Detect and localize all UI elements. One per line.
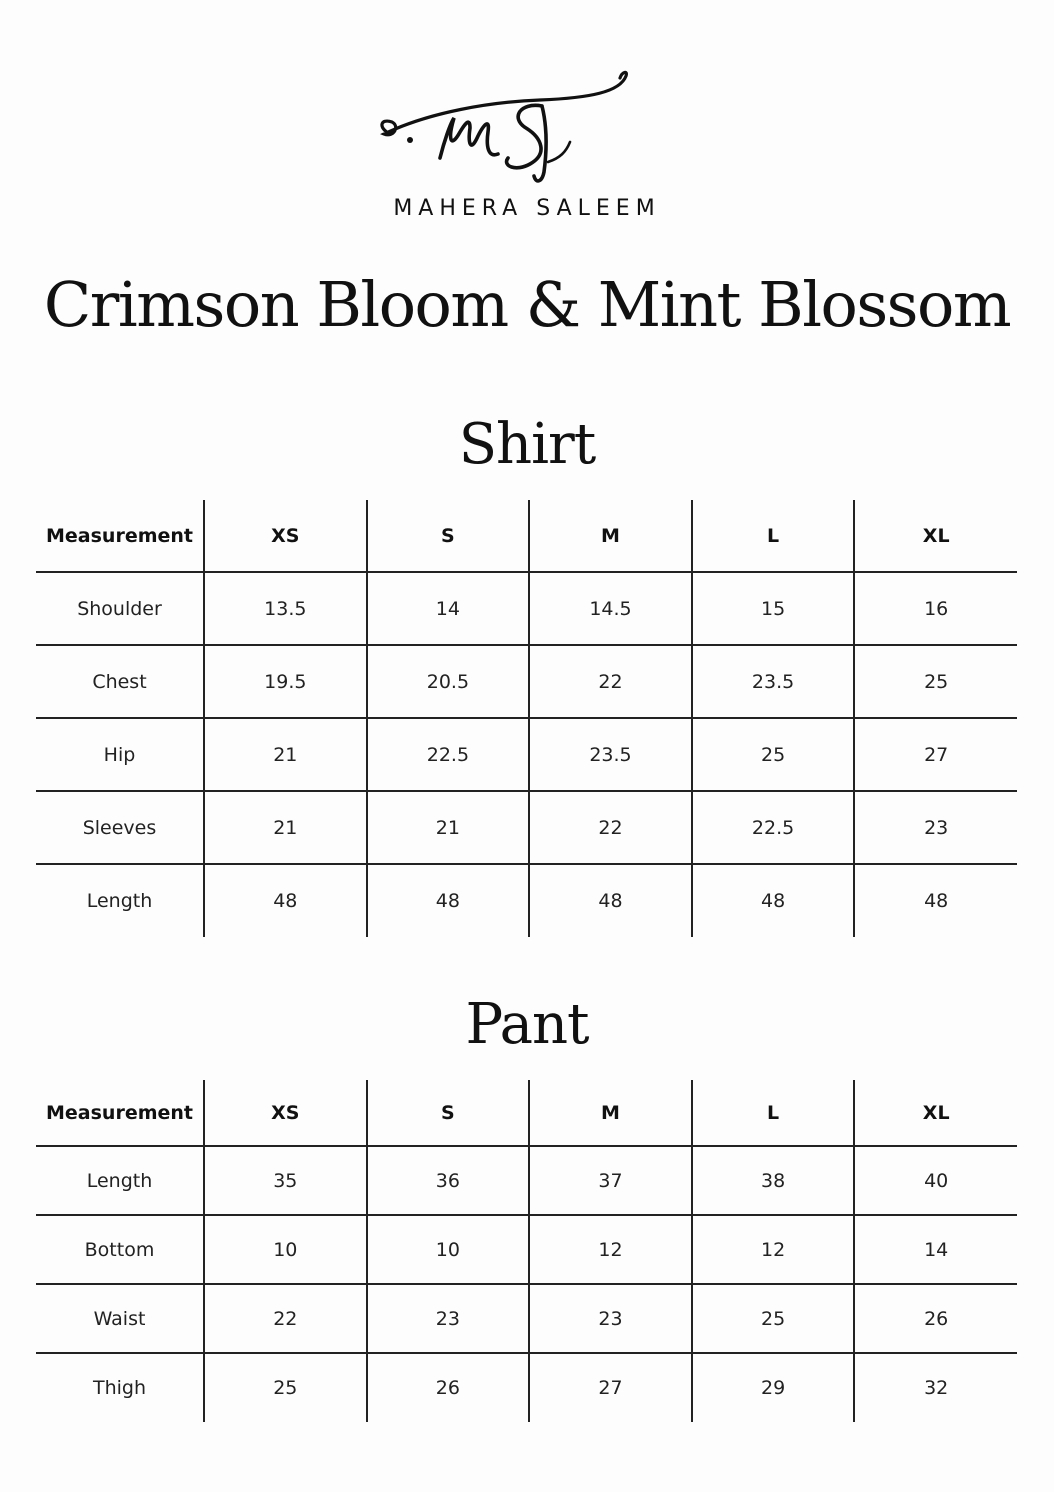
- table-cell: 21: [204, 718, 367, 791]
- table-cell: 21: [204, 791, 367, 864]
- row-label: Length: [86, 1169, 153, 1192]
- table-cell: 29: [692, 1353, 855, 1422]
- table-cell: 14.5: [529, 572, 692, 645]
- table-row: [36, 791, 1017, 864]
- table-header-row: [36, 500, 1017, 572]
- table-cell: 32: [854, 1353, 1017, 1422]
- row-label: Hip: [103, 743, 136, 766]
- table-cell: 25: [204, 1353, 367, 1422]
- table-cell: 22: [529, 791, 692, 864]
- table-cell: 14: [367, 572, 530, 645]
- table-row: [36, 1146, 1017, 1215]
- table-cell: 48: [367, 864, 530, 937]
- shirt-section-title: Shirt: [458, 412, 596, 477]
- table-row: [36, 572, 1017, 645]
- table-cell: 23: [367, 1284, 530, 1353]
- row-label: Waist: [93, 1307, 146, 1330]
- row-label: Sleeves: [82, 816, 157, 839]
- table-cell: 12: [529, 1215, 692, 1284]
- table-cell: 48: [204, 864, 367, 937]
- header-cell: XL: [854, 1080, 1017, 1146]
- brand-name: MAHERA SALEEM: [393, 196, 661, 221]
- table-cell: 22: [204, 1284, 367, 1353]
- header-cell: XS: [204, 1080, 367, 1146]
- table-cell: 38: [692, 1146, 855, 1215]
- table-cell: 23.5: [692, 645, 855, 718]
- pant-section-title: Pant: [465, 992, 589, 1057]
- shirt-size-table: [36, 500, 1017, 937]
- table-cell: 22.5: [692, 791, 855, 864]
- table-cell: 19.5: [204, 645, 367, 718]
- row-label: Thigh: [92, 1377, 147, 1399]
- table-row: [36, 1215, 1017, 1284]
- header-cell: M: [529, 500, 692, 572]
- table-cell: 22: [529, 645, 692, 718]
- table-cell: 27: [854, 718, 1017, 791]
- table-cell: 25: [692, 1284, 855, 1353]
- header-cell: XS: [204, 500, 367, 572]
- header-cell: L: [692, 1080, 855, 1146]
- table-cell: 14: [854, 1215, 1017, 1284]
- header-cell: M: [529, 1080, 692, 1146]
- pant-size-table: [36, 1080, 1017, 1422]
- row-label: Bottom: [84, 1238, 155, 1261]
- page-title: Crimson Bloom & Mint Blossom: [43, 268, 1011, 341]
- table-header-row: [36, 1080, 1017, 1146]
- row-label: Chest: [92, 670, 147, 693]
- table-row: [36, 718, 1017, 791]
- table-cell: 40: [854, 1146, 1017, 1215]
- table-cell: 37: [529, 1146, 692, 1215]
- table-cell: 27: [529, 1353, 692, 1422]
- table-cell: 23.5: [529, 718, 692, 791]
- table-cell: 20.5: [367, 645, 530, 718]
- table-cell: 23: [529, 1284, 692, 1353]
- table-cell: 21: [367, 791, 530, 864]
- table-cell: 12: [692, 1215, 855, 1284]
- header-cell: S: [367, 1080, 530, 1146]
- table-cell: 16: [854, 572, 1017, 645]
- table-cell: 10: [204, 1215, 367, 1284]
- table-cell: 48: [692, 864, 855, 937]
- brand-logo: [370, 62, 680, 192]
- table-cell: 25: [854, 645, 1017, 718]
- table-row: [36, 645, 1017, 718]
- header-cell: S: [367, 500, 530, 572]
- row-label: Shoulder: [77, 597, 162, 620]
- table-row: [36, 1284, 1017, 1353]
- table-cell: 15: [692, 572, 855, 645]
- table-cell: 10: [367, 1215, 530, 1284]
- ms-monogram-icon: [370, 62, 680, 192]
- header-cell: XL: [854, 500, 1017, 572]
- row-label: Length: [86, 890, 153, 912]
- header-cell: Measurement: [46, 524, 193, 547]
- table-cell: 22.5: [367, 718, 530, 791]
- table-row: [36, 864, 1017, 937]
- table-cell: 13.5: [204, 572, 367, 645]
- table-cell: 26: [854, 1284, 1017, 1353]
- table-cell: 48: [854, 864, 1017, 937]
- table-cell: 48: [529, 864, 692, 937]
- table-row: [36, 1353, 1017, 1422]
- table-cell: 26: [367, 1353, 530, 1422]
- table-cell: 23: [854, 791, 1017, 864]
- header-cell: L: [692, 500, 855, 572]
- header-cell: Measurement: [46, 1101, 193, 1124]
- table-cell: 25: [692, 718, 855, 791]
- table-cell: 36: [367, 1146, 530, 1215]
- table-cell: 35: [204, 1146, 367, 1215]
